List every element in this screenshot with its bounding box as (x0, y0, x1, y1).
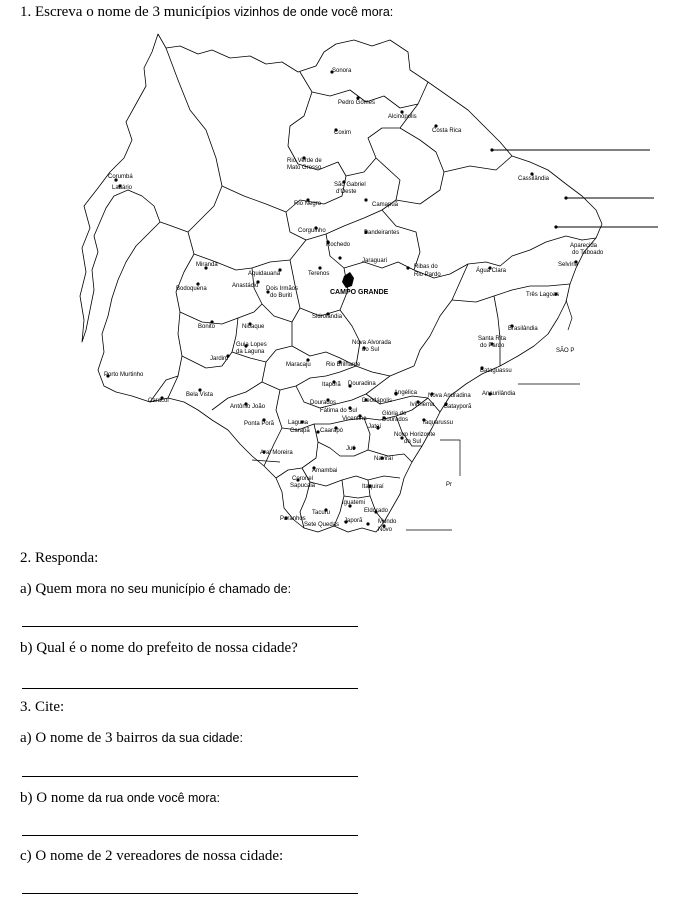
map-label: Ribas do (414, 264, 438, 270)
answer-line-3c[interactable] (22, 893, 358, 894)
map-label: Aparecida (570, 243, 598, 249)
map-label: Bela Vista (186, 392, 213, 398)
question-3 (20, 699, 64, 716)
question-2b-text: Qual é o nome do prefeito de nossa cidade? (36, 640, 298, 656)
map-label: Itaporã (322, 382, 341, 388)
question-3a-text-b: da sua cidade: (161, 731, 243, 745)
map-label: Camapuã (372, 202, 399, 208)
map-label: Corumbá (108, 174, 133, 180)
map-label: Cassilândia (518, 176, 550, 182)
question-1-text-a: Escreva o nome de (35, 4, 149, 20)
map-label: Sonora (332, 68, 352, 74)
map-label: Costa Rica (432, 128, 462, 134)
map-label: Douradina (348, 381, 376, 387)
map-label: do Pardo (480, 343, 505, 349)
map-label: Jateí (368, 424, 382, 430)
map-label: Jaraguari (362, 258, 388, 264)
map-label: Japorã (344, 518, 363, 524)
map-label: Santa Rita (478, 336, 507, 342)
map-label: Rio Pardo (414, 272, 441, 278)
map-label: Sapucaia (290, 483, 316, 489)
map-label: Eldorado (364, 508, 389, 514)
map-label: Fátima do Sul (320, 408, 358, 414)
map-label: Bandeirantes (364, 230, 400, 236)
question-1-text-c: vizinhos de onde você mora: (234, 5, 394, 19)
map-label: Porto Murtinho (104, 372, 144, 378)
map-label: Mato Grosso (287, 165, 322, 171)
map-label: Coronel (292, 476, 314, 482)
question-3a-text-a: O nome de 3 bairros (35, 730, 158, 746)
map-label: Aral Moreira (260, 450, 293, 456)
map-label: Rio Negro (294, 201, 322, 207)
question-3c (20, 848, 283, 865)
map-label: Guia Lopes (236, 342, 267, 348)
map-label: Taquarussu (422, 420, 454, 426)
map-label: Três Lagoas (526, 292, 560, 298)
map-label: Itaquiraí (362, 484, 384, 490)
answer-line-3b[interactable] (22, 835, 358, 836)
map-label: Novo Horizonte (394, 432, 436, 438)
question-2a-letter: a) (20, 581, 32, 597)
map-label: Antônio João (230, 404, 266, 410)
map-label: Glória de (382, 411, 407, 417)
map-label: Naviraí (374, 456, 394, 462)
map-label: Tacuru (312, 510, 331, 516)
answer-pointer-lines (492, 150, 658, 227)
map-label: Água Clara (476, 268, 507, 274)
question-2 (20, 550, 98, 567)
map-label: Juti (346, 446, 356, 452)
map-label: da Laguna (236, 349, 265, 355)
state-outline (80, 34, 602, 532)
map-label: Ponta Porã (244, 421, 275, 427)
map-label: Pedro Gomes (338, 100, 376, 106)
map-label: Bataguassu (480, 368, 512, 374)
map-label: Vicentina (342, 416, 367, 422)
map-label: Sete Quedas (304, 522, 340, 528)
map-label: Mundo (378, 519, 397, 525)
map-label: Dourados (310, 400, 337, 406)
map-label: Nova Andradina (428, 393, 471, 399)
map-label: Aquidauana (248, 271, 281, 277)
map-label: Bonito (198, 324, 216, 330)
map-label: Sidrolândia (312, 314, 343, 320)
map-label: Maracaju (286, 362, 311, 368)
map-label: do Sul (404, 439, 422, 445)
map-label: Batayporã (444, 404, 472, 410)
map-label: Anaurilândia (482, 391, 516, 397)
answer-line-2a[interactable] (22, 626, 358, 627)
map-label: Anastácio (232, 283, 259, 289)
map-label: Nova Alvorada (352, 340, 392, 346)
question-3a (20, 730, 243, 747)
municipality-labels (104, 68, 604, 533)
question-2-number: 2. (20, 550, 32, 566)
map-label: Brasilândia (508, 326, 538, 332)
map-label: Caracol (148, 398, 169, 404)
map-label: Carapã (290, 428, 310, 434)
map-label: do Taboado (572, 250, 604, 256)
map-label: do Sul (362, 347, 380, 353)
map-label: Nioaque (242, 324, 265, 330)
question-2a (20, 581, 291, 598)
map-label: Coxim (334, 130, 352, 136)
map-label: São Gabriel (334, 182, 366, 188)
map-label: Dois Irmãos (266, 286, 299, 292)
map-label: Miranda (196, 262, 218, 268)
map-label: CAMPO GRANDE (330, 289, 389, 296)
map-label: Rio Brilhante (326, 362, 361, 368)
map-label: Rochedo (326, 242, 351, 248)
question-3b-letter: b) (20, 790, 33, 806)
question-2b (20, 640, 298, 657)
question-3b (20, 790, 220, 807)
map-label: Amambai (312, 468, 338, 474)
question-3b-text-a: O nome (36, 790, 85, 806)
neighbor-borders (252, 300, 580, 530)
map-label: Selvíria (558, 262, 579, 268)
question-2a-text-b: no seu município é chamado de: (110, 582, 292, 596)
map-label: Iguatemi (342, 500, 366, 506)
question-1-text-b: 3 municípios (152, 4, 231, 20)
question-2-title: Responda: (35, 550, 99, 566)
map-label: Rio Verde de (287, 158, 322, 164)
map-label: Caarapó (320, 428, 344, 434)
map-label: Paranhos (280, 516, 306, 522)
question-3b-text-b: da rua onde você mora: (87, 791, 220, 805)
question-3a-letter: a) (20, 730, 32, 746)
capital-marker (342, 272, 354, 288)
map-label: Deodápolis (362, 398, 393, 404)
map-label: Pr (446, 482, 452, 488)
map-label: Laguna (288, 420, 309, 426)
question-3-number: 3. (20, 699, 32, 715)
map-label: Alcinópolis (388, 114, 417, 120)
map-label: d'Oeste (336, 189, 357, 195)
question-2b-letter: b) (20, 640, 33, 656)
map-label: Dourados (382, 417, 409, 423)
question-3c-letter: c) (20, 848, 32, 864)
question-3-title: Cite: (35, 699, 65, 715)
map-label: Terenos (308, 271, 330, 277)
map-label: Jardim (210, 356, 229, 362)
answer-line-2b[interactable] (22, 688, 358, 689)
question-3c-text: O nome de 2 vereadores de nossa cidade: (35, 848, 284, 864)
map-label: Ladário (112, 185, 133, 191)
map-label: SÃO P (556, 348, 575, 354)
map-label: Novo (378, 527, 393, 533)
answer-line-3a[interactable] (22, 776, 358, 777)
map-label: Corguinho (298, 228, 326, 234)
map-label: do Buriti (270, 293, 293, 299)
question-1-number: 1. (20, 4, 32, 20)
question-2a-text-a: Quem mora (35, 581, 107, 597)
map-label: Bodoquena (176, 286, 207, 292)
map-label: Ivinhema (410, 402, 435, 408)
map-label: Angélica (394, 390, 418, 396)
